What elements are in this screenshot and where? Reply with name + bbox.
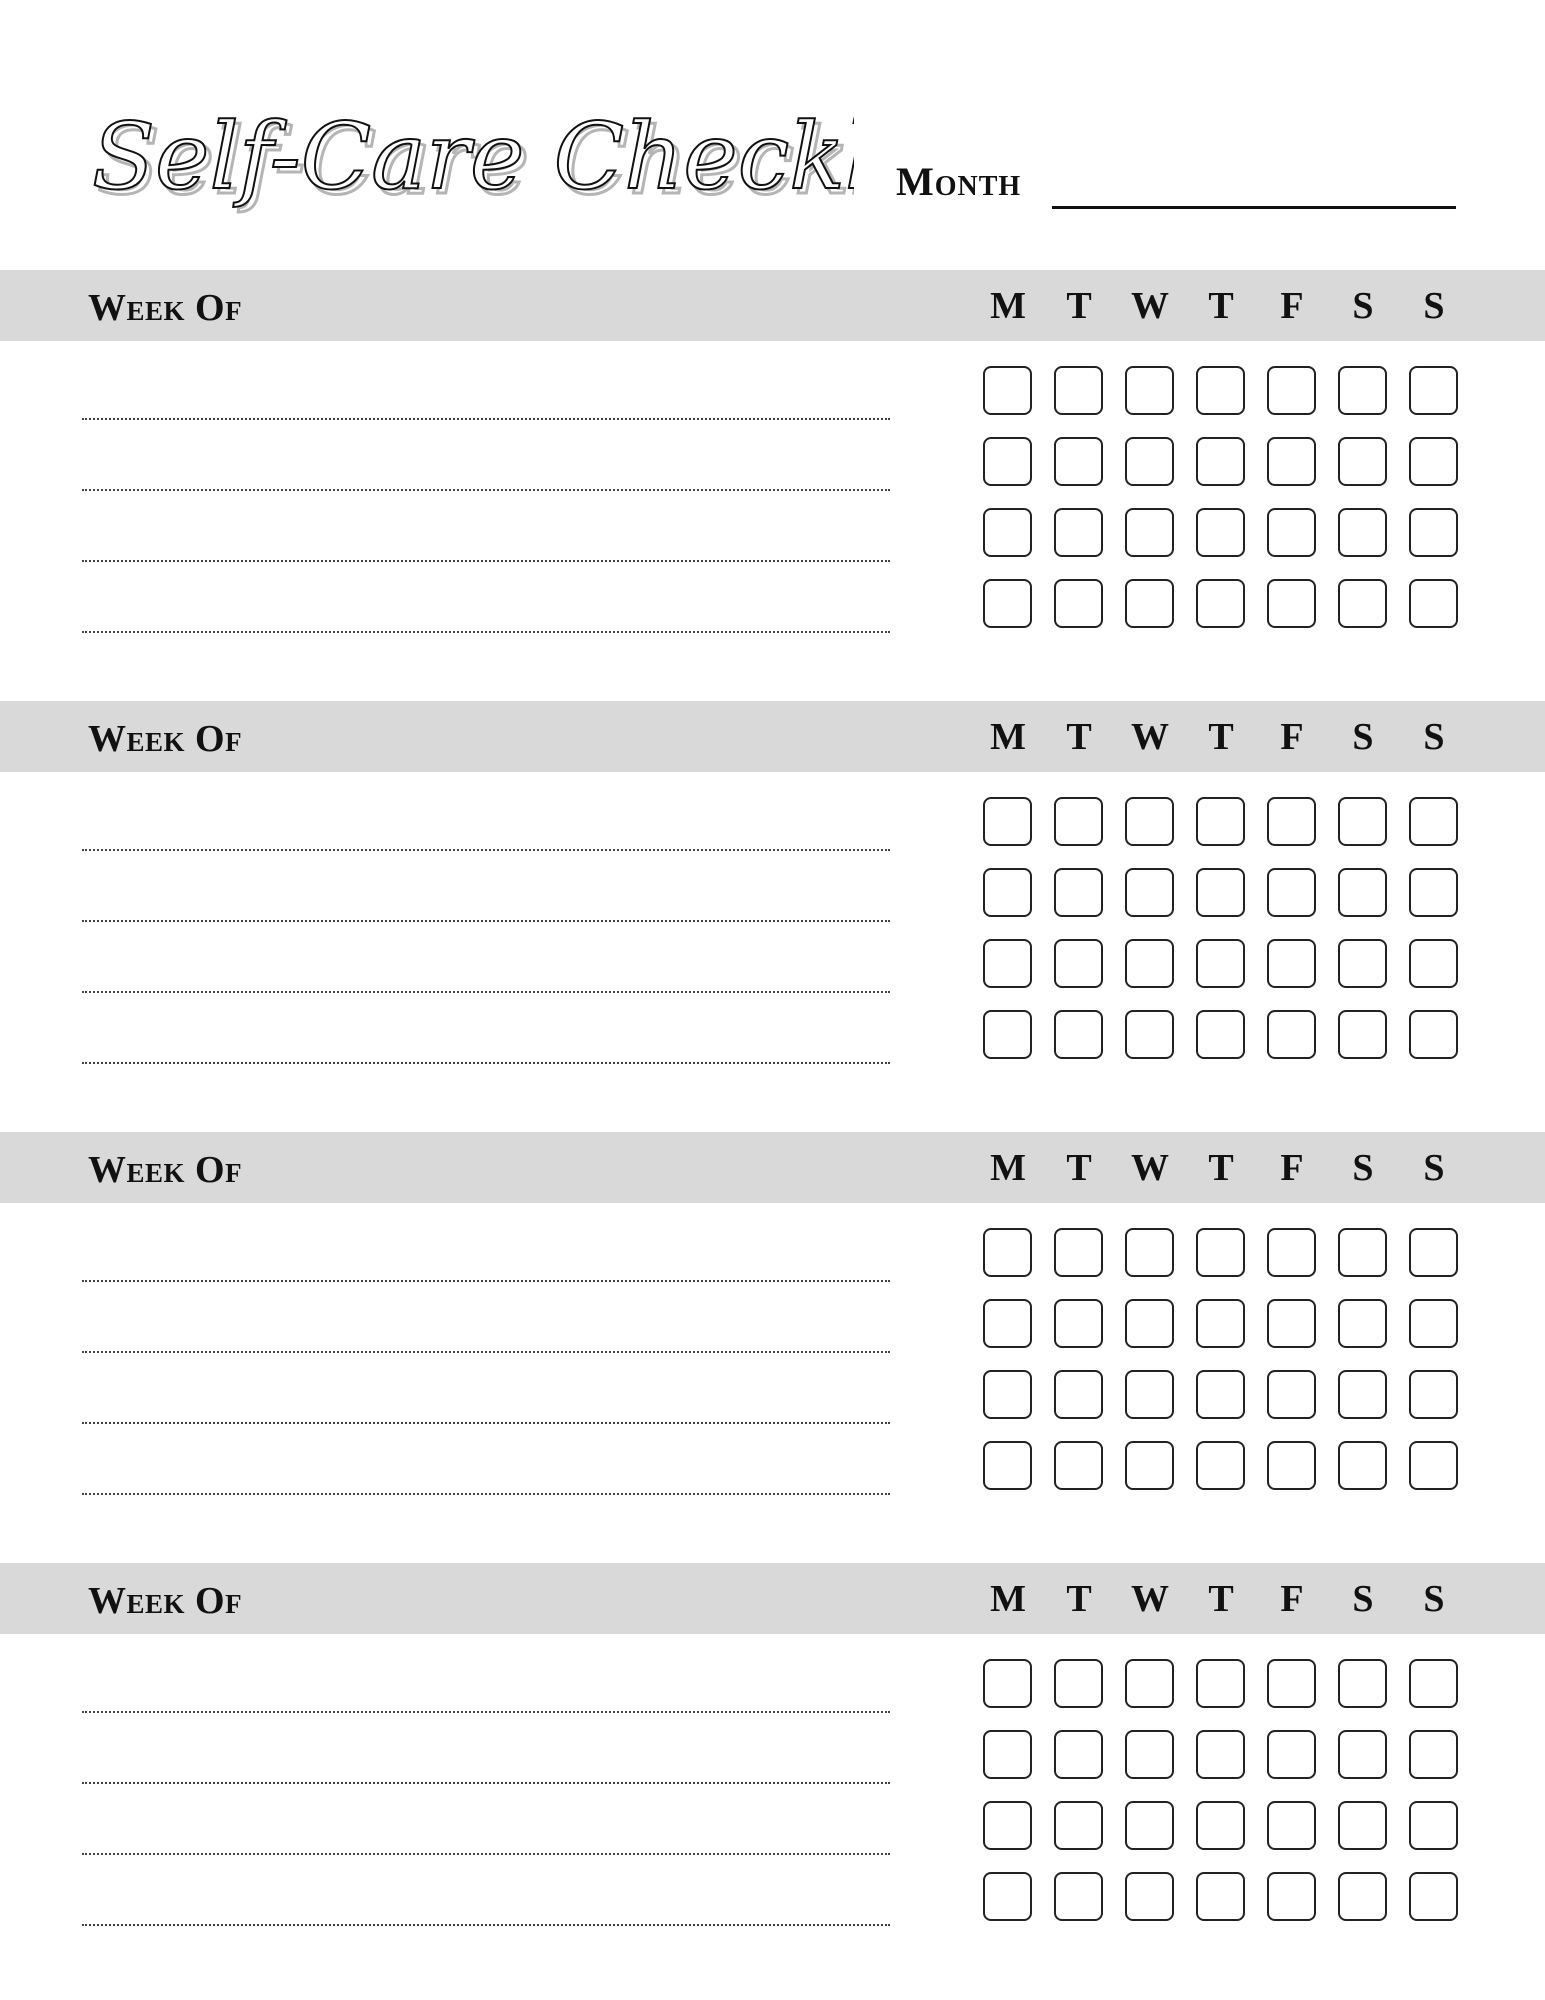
day-checkbox[interactable] [1338, 797, 1387, 846]
day-checkbox[interactable] [983, 939, 1032, 988]
day-checkbox[interactable] [1125, 868, 1174, 917]
day-checkbox[interactable] [1125, 437, 1174, 486]
day-checkbox[interactable] [1409, 579, 1458, 628]
day-checkbox[interactable] [1409, 1730, 1458, 1779]
day-checkbox[interactable] [1196, 939, 1245, 988]
checklist-row [0, 797, 1545, 868]
checklist-row [0, 1299, 1545, 1370]
day-checkbox[interactable] [1409, 939, 1458, 988]
day-checkbox[interactable] [1125, 1299, 1174, 1348]
day-checkbox[interactable] [1409, 1299, 1458, 1348]
day-checkbox[interactable] [1338, 1299, 1387, 1348]
checklist-row [0, 868, 1545, 939]
week-of-label: Week Of [88, 718, 243, 760]
day-checkbox[interactable] [983, 1370, 1032, 1419]
day-checkbox[interactable] [1196, 366, 1245, 415]
entry-line[interactable] [82, 1924, 890, 1926]
day-checkbox[interactable] [1125, 366, 1174, 415]
day-label: F [1280, 285, 1304, 327]
day-checkbox[interactable] [1409, 1370, 1458, 1419]
entry-line[interactable] [82, 1422, 890, 1424]
day-checkbox[interactable] [1054, 579, 1103, 628]
entry-line[interactable] [82, 1782, 890, 1784]
day-label: S [1423, 1578, 1445, 1620]
day-checkbox[interactable] [1196, 1370, 1245, 1419]
day-checkbox[interactable] [983, 1872, 1032, 1921]
day-checkbox[interactable] [1338, 366, 1387, 415]
week-of-label: Week Of [88, 1149, 243, 1191]
day-checkbox[interactable] [1338, 868, 1387, 917]
day-label: S [1352, 1578, 1374, 1620]
day-checkbox[interactable] [1196, 1228, 1245, 1277]
day-checkbox[interactable] [983, 1299, 1032, 1348]
day-checkbox[interactable] [1267, 1801, 1316, 1850]
day-label: F [1280, 1147, 1304, 1189]
week-of-label: Week Of [88, 1580, 243, 1622]
day-checkbox[interactable] [1338, 1228, 1387, 1277]
day-checkbox[interactable] [1196, 1010, 1245, 1059]
day-label: W [1131, 285, 1169, 327]
day-checkbox[interactable] [1409, 508, 1458, 557]
day-checkbox[interactable] [1054, 1299, 1103, 1348]
day-checkbox[interactable] [1196, 1441, 1245, 1490]
day-checkbox[interactable] [1054, 1872, 1103, 1921]
week-header [0, 1563, 1545, 1634]
day-label: F [1280, 1578, 1304, 1620]
week-section [0, 1563, 1545, 1963]
entry-line[interactable] [82, 920, 890, 922]
day-checkbox[interactable] [1338, 1370, 1387, 1419]
entry-line[interactable] [82, 631, 890, 633]
day-checkbox[interactable] [983, 1730, 1032, 1779]
entry-line[interactable] [82, 1853, 890, 1855]
day-checkbox[interactable] [1267, 366, 1316, 415]
day-checkbox[interactable] [1267, 868, 1316, 917]
day-label: M [990, 1147, 1026, 1189]
day-checkbox[interactable] [983, 1801, 1032, 1850]
day-checkbox[interactable] [1196, 437, 1245, 486]
checklist-row [0, 1370, 1545, 1441]
day-checkbox[interactable] [1054, 868, 1103, 917]
page-title-shadow: Self-Care Check [97, 108, 851, 215]
day-checkbox[interactable] [983, 797, 1032, 846]
entry-line[interactable] [82, 1351, 890, 1353]
day-checkbox[interactable] [1267, 1370, 1316, 1419]
day-checkbox[interactable] [1054, 1441, 1103, 1490]
day-checkbox[interactable] [1125, 939, 1174, 988]
day-checkbox[interactable] [1409, 868, 1458, 917]
day-checkbox[interactable] [1338, 1010, 1387, 1059]
day-checkbox[interactable] [1409, 1441, 1458, 1490]
day-checkbox[interactable] [1196, 1659, 1245, 1708]
day-checkbox[interactable] [983, 1441, 1032, 1490]
day-checkbox[interactable] [1125, 1228, 1174, 1277]
day-checkbox[interactable] [1054, 1228, 1103, 1277]
day-label: T [1208, 716, 1234, 758]
day-checkbox[interactable] [1196, 1872, 1245, 1921]
day-checkbox[interactable] [1267, 579, 1316, 628]
week-header [0, 270, 1545, 341]
day-checkbox[interactable] [1338, 1872, 1387, 1921]
month-field[interactable] [1052, 206, 1456, 209]
day-checkbox[interactable] [1054, 1010, 1103, 1059]
day-checkbox[interactable] [1267, 1228, 1316, 1277]
day-label: S [1352, 716, 1374, 758]
day-checkbox[interactable] [1409, 797, 1458, 846]
day-checkbox[interactable] [1267, 437, 1316, 486]
day-checkbox[interactable] [1409, 1872, 1458, 1921]
day-checkbox[interactable] [1054, 1801, 1103, 1850]
day-label: S [1352, 1147, 1374, 1189]
day-checkbox[interactable] [1338, 1801, 1387, 1850]
entry-line[interactable] [82, 560, 890, 562]
checklist-row [0, 1872, 1545, 1943]
day-checkbox[interactable] [1125, 579, 1174, 628]
day-checkbox[interactable] [1125, 797, 1174, 846]
day-checkbox[interactable] [1125, 1659, 1174, 1708]
day-checkbox[interactable] [1196, 797, 1245, 846]
day-checkbox[interactable] [1054, 1659, 1103, 1708]
day-checkbox[interactable] [1267, 1730, 1316, 1779]
entry-line[interactable] [82, 1493, 890, 1495]
day-checkbox[interactable] [1196, 1801, 1245, 1850]
checklist-row [0, 1441, 1545, 1512]
day-checkbox[interactable] [983, 366, 1032, 415]
page-title [84, 60, 854, 235]
day-checkbox[interactable] [1409, 1801, 1458, 1850]
day-checkbox[interactable] [983, 437, 1032, 486]
page-title-text: Self-Care Check [92, 103, 846, 210]
day-checkbox[interactable] [1196, 1730, 1245, 1779]
day-checkbox[interactable] [1409, 1010, 1458, 1059]
day-checkbox[interactable] [1196, 579, 1245, 628]
day-checkbox[interactable] [1196, 508, 1245, 557]
day-label: T [1066, 1578, 1092, 1620]
checklist-row [0, 1730, 1545, 1801]
week-header [0, 701, 1545, 772]
day-checkbox[interactable] [983, 579, 1032, 628]
day-checkbox[interactable] [1267, 508, 1316, 557]
day-checkbox[interactable] [1409, 1228, 1458, 1277]
day-checkbox[interactable] [983, 1659, 1032, 1708]
day-checkbox[interactable] [1267, 797, 1316, 846]
day-checkbox[interactable] [1338, 437, 1387, 486]
entry-line[interactable] [82, 1062, 890, 1064]
entry-line[interactable] [82, 1280, 890, 1282]
day-checkbox[interactable] [1338, 1441, 1387, 1490]
day-label: T [1208, 285, 1234, 327]
day-label: T [1208, 1578, 1234, 1620]
day-checkbox[interactable] [1338, 508, 1387, 557]
day-checkbox[interactable] [1267, 939, 1316, 988]
day-checkbox[interactable] [1125, 508, 1174, 557]
week-section [0, 1132, 1545, 1532]
day-checkbox[interactable] [1125, 1441, 1174, 1490]
day-label: T [1208, 1147, 1234, 1189]
day-checkbox[interactable] [1125, 1730, 1174, 1779]
day-checkbox[interactable] [983, 1010, 1032, 1059]
entry-line[interactable] [82, 489, 890, 491]
entry-line[interactable] [82, 1711, 890, 1713]
day-checkbox[interactable] [1267, 1010, 1316, 1059]
day-label: M [990, 1578, 1026, 1620]
week-section [0, 701, 1545, 1101]
day-checkbox[interactable] [1338, 1659, 1387, 1708]
day-label: T [1066, 716, 1092, 758]
day-checkbox[interactable] [1054, 1370, 1103, 1419]
day-label: M [990, 716, 1026, 758]
day-checkbox[interactable] [1338, 579, 1387, 628]
day-checkbox[interactable] [1196, 1299, 1245, 1348]
day-checkbox[interactable] [983, 1228, 1032, 1277]
day-checkbox[interactable] [1125, 1010, 1174, 1059]
day-checkbox[interactable] [1267, 1441, 1316, 1490]
checklist-row [0, 1228, 1545, 1299]
day-label: S [1352, 285, 1374, 327]
day-checkbox[interactable] [1054, 366, 1103, 415]
day-checkbox[interactable] [1054, 939, 1103, 988]
day-checkbox[interactable] [1267, 1299, 1316, 1348]
day-checkbox[interactable] [983, 508, 1032, 557]
day-label: S [1423, 285, 1445, 327]
checklist-row [0, 366, 1545, 437]
checklist-row [0, 579, 1545, 650]
day-label: M [990, 285, 1026, 327]
day-checkbox[interactable] [1338, 939, 1387, 988]
day-checkbox[interactable] [1054, 508, 1103, 557]
day-label: W [1131, 716, 1169, 758]
day-checkbox[interactable] [983, 868, 1032, 917]
day-checkbox[interactable] [1125, 1801, 1174, 1850]
day-checkbox[interactable] [1409, 437, 1458, 486]
week-section [0, 270, 1545, 670]
checklist-row [0, 1801, 1545, 1872]
day-label: F [1280, 716, 1304, 758]
entry-line[interactable] [82, 418, 890, 420]
entry-line[interactable] [82, 991, 890, 993]
checklist-row [0, 508, 1545, 579]
checklist-row [0, 1010, 1545, 1081]
day-checkbox[interactable] [1125, 1370, 1174, 1419]
day-checkbox[interactable] [1125, 1872, 1174, 1921]
week-of-label: Week Of [88, 287, 243, 329]
day-label: S [1423, 1147, 1445, 1189]
day-checkbox[interactable] [1054, 1730, 1103, 1779]
day-label: T [1066, 1147, 1092, 1189]
day-checkbox[interactable] [1409, 1659, 1458, 1708]
day-checkbox[interactable] [1267, 1872, 1316, 1921]
week-header [0, 1132, 1545, 1203]
day-label: W [1131, 1147, 1169, 1189]
month-label: Month [896, 159, 1022, 204]
checklist-row [0, 1659, 1545, 1730]
day-checkbox[interactable] [1054, 797, 1103, 846]
day-checkbox[interactable] [1196, 868, 1245, 917]
checklist-row [0, 939, 1545, 1010]
checklist-row [0, 437, 1545, 508]
day-label: W [1131, 1578, 1169, 1620]
day-label: T [1066, 285, 1092, 327]
day-checkbox[interactable] [1409, 366, 1458, 415]
day-checkbox[interactable] [1267, 1659, 1316, 1708]
day-label: S [1423, 716, 1445, 758]
day-checkbox[interactable] [1338, 1730, 1387, 1779]
day-checkbox[interactable] [1054, 437, 1103, 486]
entry-line[interactable] [82, 849, 890, 851]
